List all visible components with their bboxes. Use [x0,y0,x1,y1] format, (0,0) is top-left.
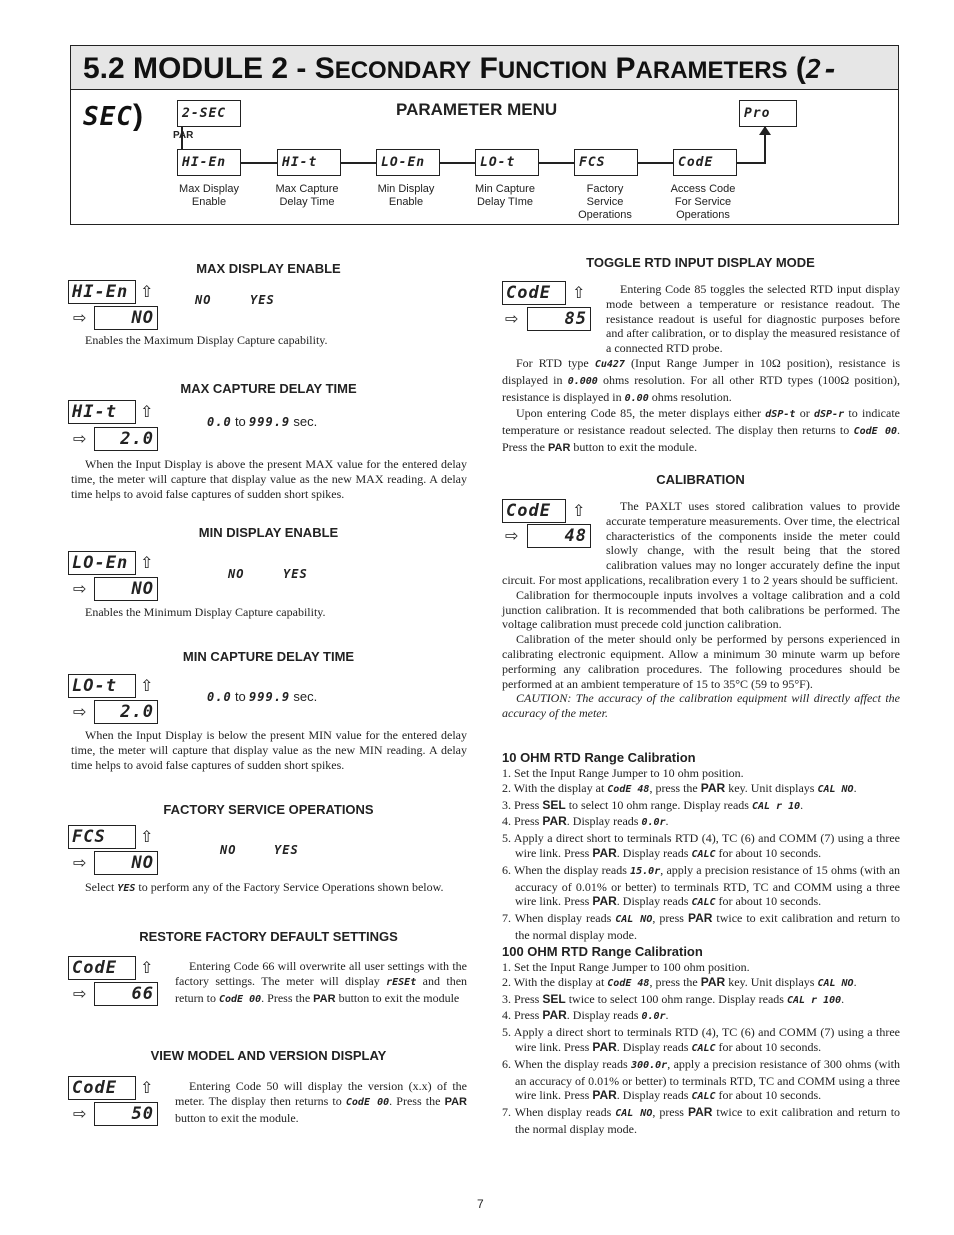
option-yes: YES [250,293,275,307]
sel-key-icon: ⇨ [73,308,87,327]
heading-factory-service: FACTORY SERVICE OPERATIONS [163,802,374,817]
menu-connector [440,162,475,164]
sel-key-icon: ⇨ [73,1104,87,1123]
menu-item-label: Max Capture Delay Time [275,183,339,208]
option-no: NO [220,843,237,857]
heading-10-ohm-calibration: 10 OHM RTD Range Calibration [502,750,696,765]
menu-item-label: Factory Service Operations [578,183,632,221]
display-bottom: NO [94,851,158,875]
option-yes: YES [274,843,299,857]
menu-item-hi-t: HI-t [277,149,341,176]
sel-key-icon: ⇨ [73,702,87,721]
section-title: 5.2 MODULE 2 - SECONDARY FUNCTION PARAMETERS (2-SEC) [70,45,899,90]
display-bottom: 85 [527,307,591,331]
heading-max-capture-delay: MAX CAPTURE DELAY TIME [180,381,357,396]
paragraph: For RTD type Cu427 (Input Range Jumper in 10Ω position), resistance is displayed in 0.000 ohms resolution. For all other RTD types (100Ω position), resistance is displayed in 0.00 ohms resolution. Upon entering Code 85, the meter displays either dSP-t or dSP-r to indicate temperature or resistance readout selected. The display then returns to CodE 00. Press the PAR button to exit the module. [502,356,901,454]
display-top: LO-t [68,674,136,698]
menu-item-label: Max Display Enable [179,183,239,208]
par-key-icon: ⇧ [140,958,154,977]
menu-connector [737,162,766,164]
sel-key-icon: ⇨ [73,429,87,448]
description: Enables the Minimum Display Capture capability. [85,605,326,619]
display-bottom: 50 [94,1102,158,1126]
display-top: HI-t [68,400,136,424]
sel-key-icon: ⇨ [73,853,87,872]
menu-item-lo-t: LO-t [475,149,539,176]
option-no: NO [195,293,212,307]
page-number: 7 [477,1197,484,1211]
steps-10-ohm: 1. Set the Input Range Jumper to 10 ohm position. 2. With the display at CodE 48, press the PAR key. Unit displays CAL NO. 3. Press SEL to select 10 ohm range. Display reads CAL r 10. 4. Press PAR. Display reads 0.0r. 5. Apply a direct short to terminals RTD (4), TC (6) and COMM (7) using a three wire link. Press PAR. Display reads CALC for about 10 seconds. 6. When the display reads 15.0r, apply a precision resistance of 15 ohms (with an accuracy of 0.01% or better) to terminals RTD, TC and COMM using a three wire link. Press PAR. Display reads CALC for about 10 seconds. 7. When display reads CAL NO, press PAR twice to exit calibration and return to the normal display mode. [502,766,901,942]
display-top: CodE [68,1076,136,1100]
par-key-icon: ⇧ [140,282,154,301]
menu-item-hi-en: HI-En [177,149,241,176]
display-bottom: 66 [94,982,158,1006]
par-key-icon: ⇧ [572,501,586,520]
sel-key-icon: ⇨ [73,579,87,598]
range: 0.0 to 999.9 sec. [207,689,318,704]
display-top: LO-En [68,551,136,575]
par-key-icon: ⇧ [140,402,154,421]
paragraph: Entering Code 85 toggles the selected RTD input display mode between a temperature or resistance readout. The resistance readout is useful for diagnostic purposes before and after calibration, or to display the measured resistance of a connected RTD probe. [606,282,900,356]
description: Entering Code 66 will overwrite all user settings with the factory settings. The meter will display rESEt and then return to CodE 00. Press the PAR button to exit the module [175,959,468,1005]
menu-connector [341,162,376,164]
sel-key-icon: ⇨ [73,984,87,1003]
menu-connector [539,162,574,164]
heading-restore-defaults: RESTORE FACTORY DEFAULT SETTINGS [139,929,398,944]
display-top: FCS [68,825,136,849]
description: Select YES to perform any of the Factory Service Operations shown below. [85,880,444,894]
display-bottom: NO [94,577,158,601]
display-bottom: 2.0 [94,427,158,451]
par-key-icon: ⇧ [140,553,154,572]
heading-min-capture-delay: MIN CAPTURE DELAY TIME [182,649,355,664]
par-key-icon: ⇧ [572,283,586,302]
display-top: HI-En [68,280,136,304]
display-top: CodE [68,956,136,980]
display-bottom: 2.0 [94,700,158,724]
menu-item-label: Access Code For Service Operations [670,183,736,221]
description: Enables the Maximum Display Capture capability. [85,333,328,347]
heading-toggle-rtd: TOGGLE RTD INPUT DISPLAY MODE [586,255,815,270]
display-bottom: NO [94,306,158,330]
heading-calibration: CALIBRATION [656,472,745,487]
heading-min-display-enable: MIN DISPLAY ENABLE [198,525,339,540]
par-label: PAR [173,130,194,141]
par-key-icon: ⇧ [140,676,154,695]
par-key-icon: ⇧ [140,827,154,846]
parameter-menu-title: PARAMETER MENU [396,100,558,119]
display-top: CodE [502,499,566,523]
menu-item-label: Min Capture Delay TIme [475,183,535,208]
menu-item-label: Min Display Enable [377,183,435,208]
steps-100-ohm: 1. Set the Input Range Jumper to 100 ohm position. 2. With the display at CodE 48, press the PAR key. Unit displays CAL NO. 3. Press SEL twice to select 100 ohm range. Display reads CAL r 100. 4. Press PAR. Display reads 0.0r. 5. Apply a direct short to terminals RTD (4), TC (6) and COMM (7) using a three wire link. Press PAR. Display reads CALC for about 10 seconds. 6. When the display reads 300.0r, apply a precision resistance of 300 ohms (with an accuracy of 0.01% or better) to terminals RTD, TC and COMM using a three wire link. Press PAR. Display reads CALC for about 10 seconds. 7. When display reads CAL NO, press PAR twice to exit calibration and return to the normal display mode. [502,960,901,1136]
sel-key-icon: ⇨ [505,309,519,328]
menu-connector [638,162,673,164]
menu-start-display: 2-SEC [177,100,241,127]
description: Entering Code 50 will display the version (x.x) of the meter. The display then returns to CodE 00. Press the PAR button to exit the module. [175,1079,467,1125]
par-key-icon: ⇧ [140,1078,154,1097]
heading-100-ohm-calibration: 100 OHM RTD Range Calibration [502,944,703,959]
menu-item-fcs: FCS [574,149,638,176]
heading-view-model: VIEW MODEL AND VERSION DISPLAY [150,1048,387,1063]
menu-end-display: Pro [739,100,797,127]
paragraph: The PAXLT uses stored calibration values to provide accurate temperature measurements. Over time, the electrical characteristics of the components inside the meter could slowly change, with the result being that the stored calibration values may no longer accurately define the input circuit. For most applications, recalibration every 1 to 2 years should be sufficient. Calibration for thermocouple inputs involves a voltage calibration and a cold junction calibration. It is recommended that both calibrations be performed. The voltage calibration must precede cold junction calibration. Calibration of the meter should only be performed by persons experienced in calibrating electronic equipment. Allow a minimum 30 minute warm up before performing any calibration procedures. The following procedures should be performed at an ambient temperature of 15 to 35°C (59 to 95°F). CAUTION: The accuracy of the calibration equipment will directly affect the accuracy of the meter. [502,499,900,721]
heading-max-display-enable: MAX DISPLAY ENABLE [196,261,341,276]
return-arrow-icon [759,126,771,135]
option-no: NO [228,567,245,581]
display-top: CodE [502,281,566,305]
description: When the Input Display is above the present MAX value for the entered delay time, the meter will capture that display value as the new MAX reading. A delay time helps to avoid false captures of sudden short spikes. [71,457,467,501]
menu-item-lo-en: LO-En [376,149,440,176]
range: 0.0 to 999.9 sec. [207,414,318,429]
option-yes: YES [283,567,308,581]
title-code: 2-SEC [83,55,840,132]
sel-key-icon: ⇨ [505,526,519,545]
menu-connector [241,162,277,164]
description: When the Input Display is below the present MIN value for the entered delay time, the meter will capture that display value as the new MIN reading. A delay time helps to avoid false captures of sudden short spikes. [71,728,467,772]
menu-item-code: CodE [673,149,737,176]
display-bottom: 48 [527,524,591,548]
